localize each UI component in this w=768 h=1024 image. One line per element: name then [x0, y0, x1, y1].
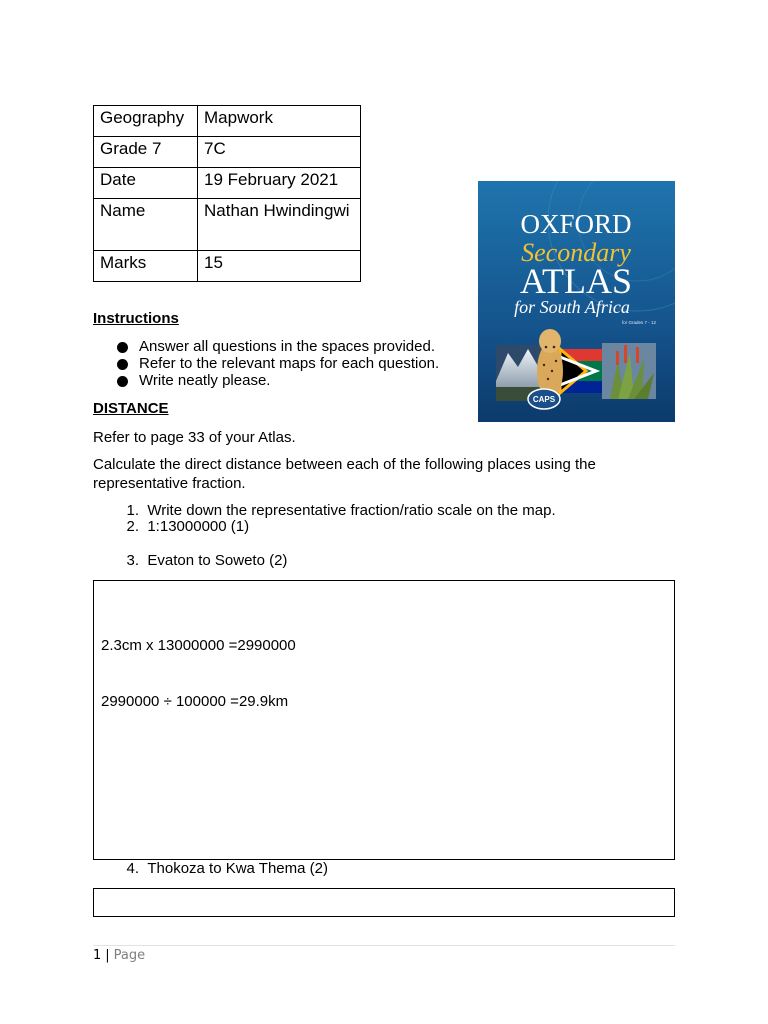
cover-title-oxford: OXFORD	[520, 209, 632, 239]
table-cell-label: Date	[94, 168, 198, 199]
page-label: Page	[113, 948, 146, 963]
answer-box-2[interactable]	[93, 888, 675, 917]
question-text: Evaton to Soweto (2)	[147, 552, 288, 569]
table-cell-value: 15	[198, 251, 361, 282]
info-table	[93, 105, 361, 282]
calc-intro-text: Calculate the direct distance between each of the following places using the representative fraction.	[93, 456, 596, 492]
question-1	[93, 502, 673, 519]
question-3	[93, 552, 673, 569]
cover-title-subtitle: for South Africa	[514, 297, 630, 317]
aloe-plant-image	[602, 343, 656, 399]
instructions-list	[93, 338, 493, 389]
question-number: 3.	[126, 552, 139, 569]
cover-title-atlas: ATLAS	[519, 261, 633, 301]
question-2	[93, 518, 673, 535]
table-cell-value: 7C	[198, 137, 361, 168]
table-row	[94, 137, 361, 168]
bullet-icon	[117, 359, 128, 370]
footer-separator: |	[105, 948, 110, 963]
question-4	[93, 860, 673, 877]
question-text: 1:13000000 (1)	[147, 518, 250, 535]
cover-title-secondary: Secondary	[521, 238, 631, 267]
instruction-text: Answer all questions in the spaces provided.	[139, 338, 436, 355]
question-text: Thokoza to Kwa Thema (2)	[147, 860, 328, 877]
instruction-text: Refer to the relevant maps for each question.	[139, 355, 440, 372]
question-number: 1.	[126, 502, 139, 519]
table-cell-value: Nathan Hwindingwi	[198, 199, 361, 251]
question-number: 2.	[126, 518, 139, 535]
question-text: Write down the representative fraction/ratio scale on the map.	[147, 502, 556, 519]
list-item	[93, 355, 493, 372]
table-row	[94, 199, 361, 251]
list-item	[93, 372, 493, 389]
answer-line-2: 2990000 ÷ 100000 =29.9km	[101, 693, 289, 710]
table-row	[94, 251, 361, 282]
answer-line-1: 2.3cm x 13000000 =2990000	[101, 637, 296, 654]
table-row	[94, 168, 361, 199]
table-cell-value: Mapwork	[198, 106, 361, 137]
page-number: 1	[93, 948, 102, 963]
bullet-icon	[117, 342, 128, 353]
distance-heading: DISTANCE	[93, 400, 169, 417]
instructions-heading: Instructions	[93, 310, 179, 327]
footer-divider	[93, 945, 675, 946]
list-item	[93, 338, 493, 355]
table-row	[94, 106, 361, 137]
atlas-cover-art	[478, 181, 675, 422]
caps-badge	[528, 389, 560, 409]
page-footer	[93, 948, 145, 963]
table-cell-label: Grade 7	[94, 137, 198, 168]
cover-grades: for Grades 7 - 12	[621, 320, 656, 325]
table-cell-label: Name	[94, 199, 198, 251]
question-number: 4.	[126, 860, 139, 877]
atlas-cover-image	[478, 181, 675, 422]
table-cell-value: 19 February 2021	[198, 168, 361, 199]
table-cell-label: Marks	[94, 251, 198, 282]
refer-text: Refer to page 33 of your Atlas.	[93, 429, 296, 446]
instruction-text: Write neatly please.	[139, 372, 271, 389]
caps-badge-label: CAPS	[532, 395, 556, 404]
table-cell-label: Geography	[94, 106, 198, 137]
bullet-icon	[117, 376, 128, 387]
answer-box[interactable]	[93, 580, 675, 860]
